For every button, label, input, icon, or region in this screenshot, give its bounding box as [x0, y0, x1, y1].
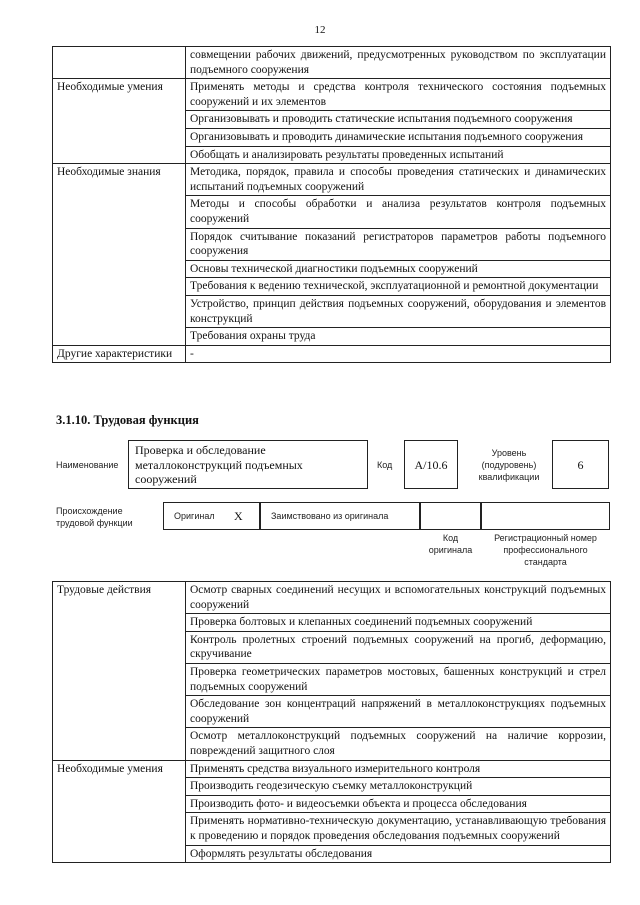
row-cell: Требования охраны труда: [186, 328, 611, 346]
row-label: Необходимые знания: [53, 164, 186, 346]
row-label: Другие характеристики: [53, 345, 186, 363]
code-label: Код: [377, 460, 393, 470]
function-name: Проверка и обследование металлоконструкций подъемных сооружений: [135, 443, 303, 486]
name-box: [128, 440, 368, 489]
table-row: [53, 79, 611, 111]
code-box: [404, 440, 458, 489]
code-original-label: Код оригинала: [428, 533, 473, 555]
origin-label: Происхождение трудовой функции: [56, 506, 133, 528]
row-cell: Организовывать и проводить динамические испытания подъемного сооружения: [186, 128, 611, 146]
row-cell: Осмотр сварных соединений несущих и вспомогательных конструкций подъемных сооружений: [186, 582, 611, 614]
row-cell: Применять средства визуального измерительного контроля: [186, 760, 611, 778]
row-cell: Требования к ведению технической, эксплуатационной и ремонтной документации: [186, 278, 611, 296]
table-row: [53, 164, 611, 196]
row-cell: Применять методы и средства контроля технического состояния подъемных сооружений и их элементов: [186, 79, 611, 111]
original-label: Оригинал: [174, 511, 215, 521]
row-cell: Применять нормативно-техническую документацию, устанавливающую требования к проведению и порядок проведения обследования подъемных сооружений: [186, 813, 611, 845]
row-cell: Основы технической диагностики подъемных сооружений: [186, 260, 611, 278]
original-box: [163, 502, 260, 530]
row-label: Необходимые умения: [53, 760, 186, 863]
section-heading: 3.1.10. Трудовая функция: [56, 413, 199, 427]
level-value: 6: [577, 458, 584, 472]
row-cell: Проверка болтовых и клепанных соединений подъемных сооружений: [186, 614, 611, 632]
name-label: Наименование: [56, 460, 119, 470]
row-cell: совмещении рабочих движений, предусмотренных руководством по эксплуатации подъемного сооружения: [186, 47, 611, 79]
row-cell: Производить геодезическую съемку металлоконструкций: [186, 778, 611, 796]
table-row: [53, 760, 611, 778]
level-label: Уровень (подуровень) квалификации: [478, 448, 540, 482]
row-cell: Порядок считывание показаний регистраторов параметров работы подъемного сооружения: [186, 228, 611, 260]
row-cell: Оформлять результаты обследования: [186, 845, 611, 863]
row-label: [53, 47, 186, 79]
reg-number-label: Регистрационный номер профессионального стандарта: [494, 533, 597, 567]
reg-number-box: [481, 502, 610, 530]
original-mark: X: [234, 509, 243, 523]
row-cell: Контроль пролетных строений подъемных сооружений на прогиб, деформацию, скручивание: [186, 631, 611, 663]
row-cell: Обследование зон концентраций напряжений в металлоконструкциях подъемных сооружений: [186, 696, 611, 728]
skills-knowledge-table-continued: [52, 46, 611, 363]
code-original-box: [420, 502, 481, 530]
row-cell: Обобщать и анализировать результаты проведенных испытаний: [186, 146, 611, 164]
table-row: [53, 582, 611, 614]
row-cell: Устройство, принцип действия подъемных сооружений, оборудования и элементов конструкций: [186, 295, 611, 327]
table-row: [53, 47, 611, 79]
level-box: [552, 440, 609, 489]
row-cell: -: [186, 345, 611, 363]
row-cell: Методы и способы обработки и анализа результатов контроля подъемных сооружений: [186, 196, 611, 228]
row-cell: Методика, порядок, правила и способы проведения статических и динамических испытаний подъемных сооружений: [186, 164, 611, 196]
table-row: [53, 345, 611, 363]
row-label: Необходимые умения: [53, 79, 186, 164]
labor-function-table: [52, 581, 611, 863]
row-cell: Проверка геометрических параметров мостовых, башенных конструкций и стрел подъемных сооружений: [186, 663, 611, 695]
row-cell: Осмотр металлоконструкций подъемных сооружений на наличие коррозии, повреждений защитного слоя: [186, 728, 611, 760]
row-label: Трудовые действия: [53, 582, 186, 761]
borrowed-box: [260, 502, 420, 530]
row-cell: Организовывать и проводить статические испытания подъемного сооружения: [186, 111, 611, 129]
borrowed-label: Заимствовано из оригинала: [271, 511, 389, 521]
code-value: A/10.6: [414, 458, 448, 472]
page-number: 12: [314, 24, 326, 36]
row-cell: Производить фото- и видеосъемки объекта и процесса обследования: [186, 795, 611, 813]
